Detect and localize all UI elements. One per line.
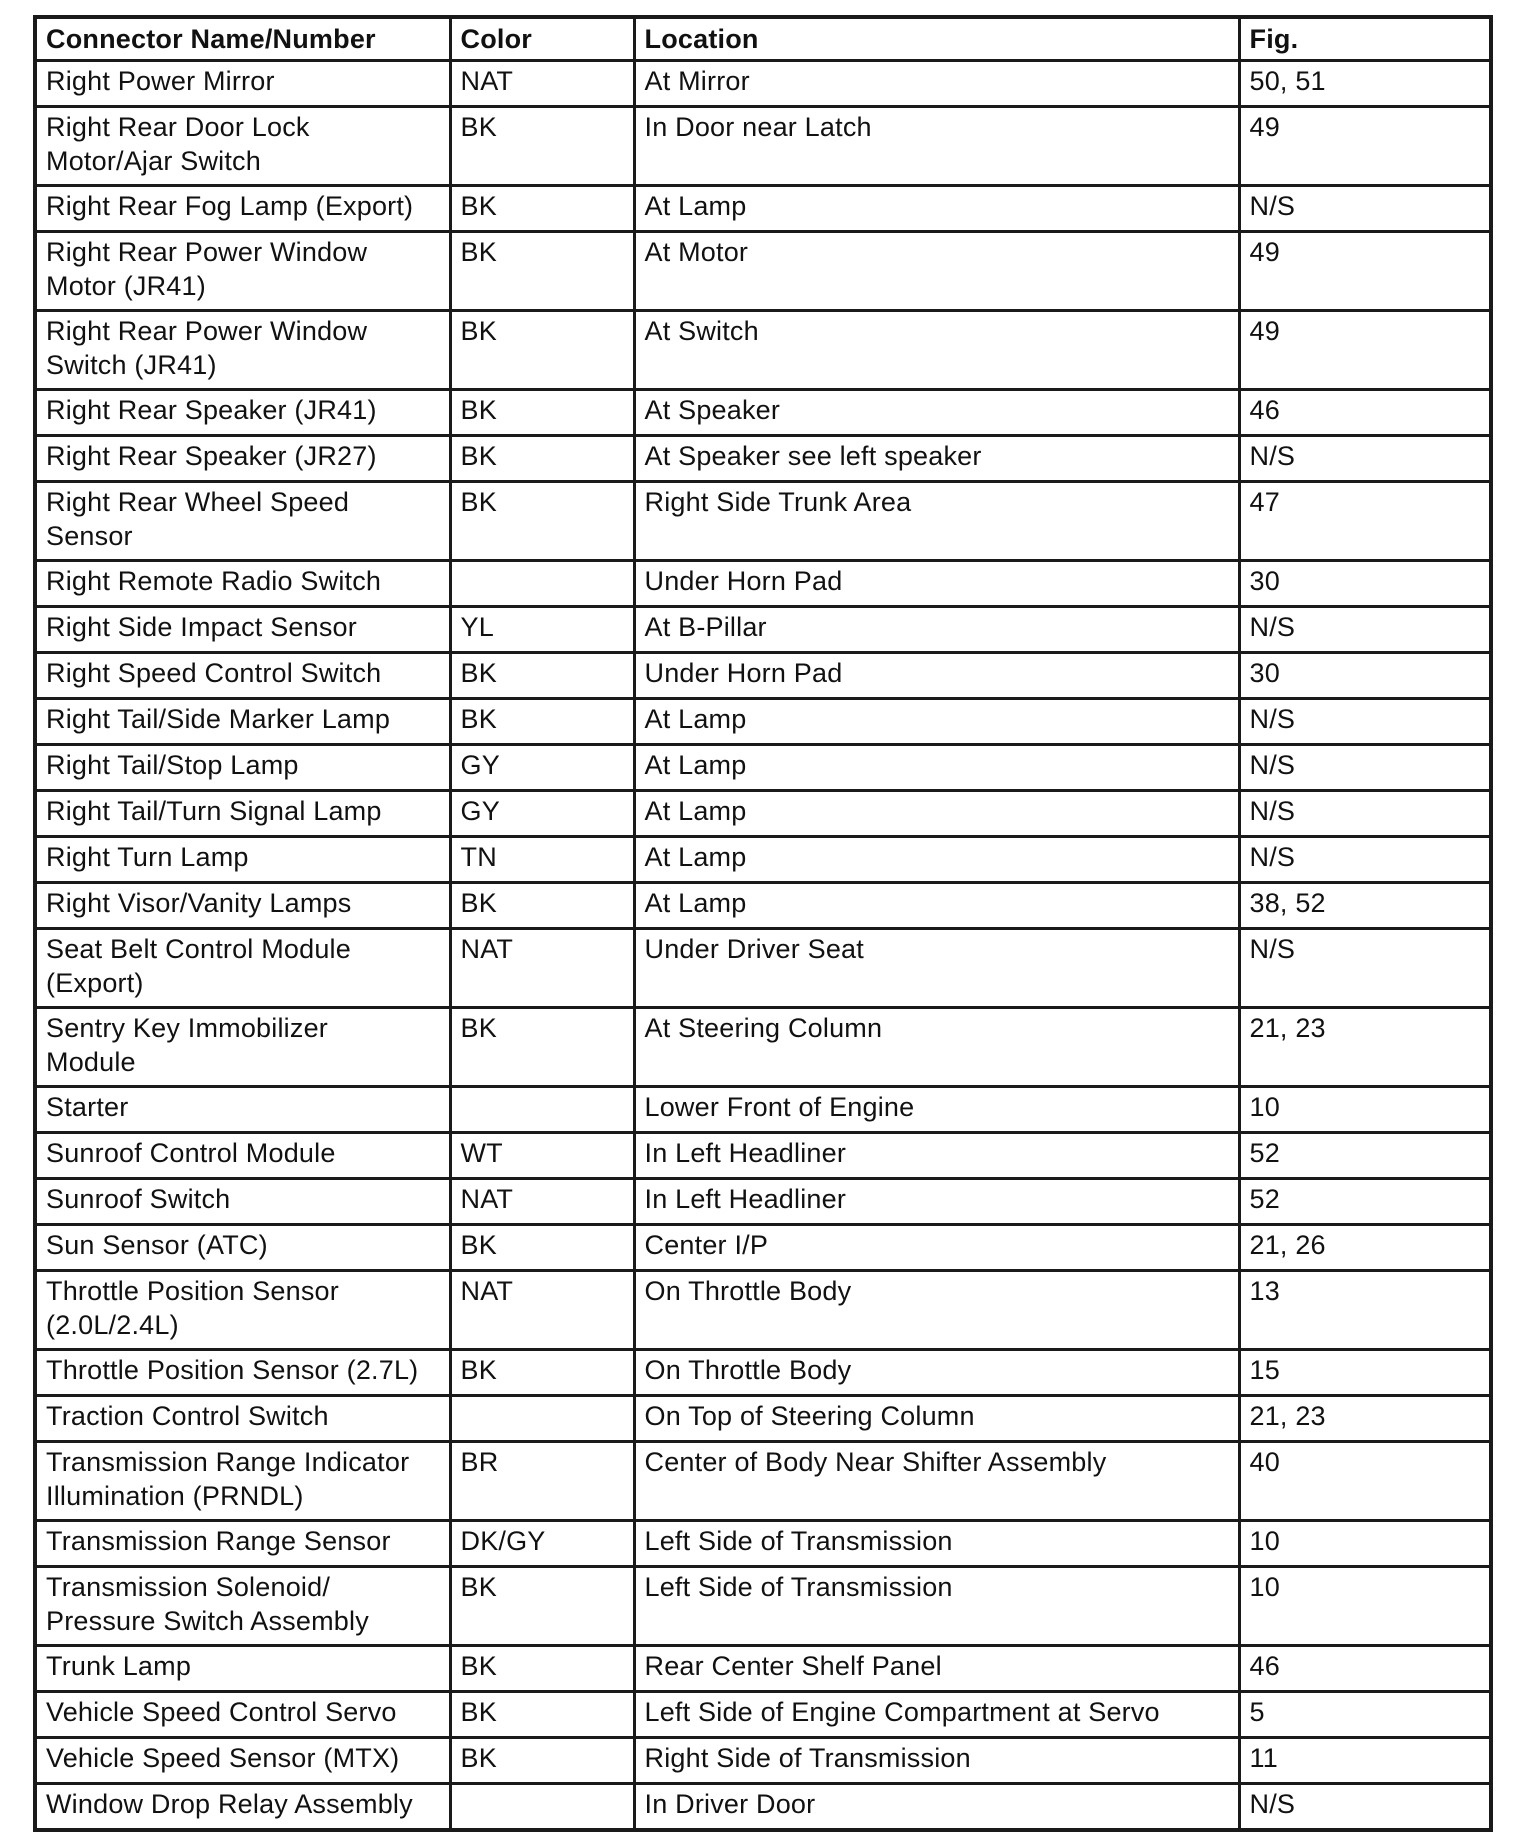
table-row	[35, 837, 1491, 883]
cell-color: GY	[450, 745, 634, 791]
cell-color: BK	[450, 436, 634, 482]
connector-name-line: Module	[46, 1047, 136, 1077]
cell-fig: 21, 26	[1239, 1225, 1491, 1271]
cell-color	[450, 1396, 634, 1442]
cell-connector-name	[35, 1179, 450, 1225]
cell-connector-name	[35, 1738, 450, 1784]
cell-connector-name	[35, 1133, 450, 1179]
cell-location: Rear Center Shelf Panel	[634, 1646, 1239, 1692]
cell-color: BK	[450, 1646, 634, 1692]
cell-connector-name	[35, 186, 450, 232]
cell-connector-name	[35, 1442, 450, 1521]
cell-color: DK/GY	[450, 1521, 634, 1567]
cell-fig: 15	[1239, 1350, 1491, 1396]
cell-connector-name	[35, 482, 450, 561]
connector-name-line: Right Rear Speaker (JR27)	[46, 441, 377, 471]
connector-name-line: Throttle Position Sensor	[46, 1276, 339, 1306]
cell-location: Left Side of Transmission	[634, 1567, 1239, 1646]
connector-name-line: Trunk Lamp	[46, 1651, 192, 1681]
table-row	[35, 1225, 1491, 1271]
cell-connector-name	[35, 883, 450, 929]
table-row	[35, 653, 1491, 699]
cell-location: Left Side of Transmission	[634, 1521, 1239, 1567]
connector-name-line: Right Tail/Side Marker Lamp	[46, 704, 391, 734]
cell-location: At Switch	[634, 311, 1239, 390]
cell-location: At B-Pillar	[634, 607, 1239, 653]
cell-fig: N/S	[1239, 699, 1491, 745]
cell-connector-name	[35, 1784, 450, 1831]
cell-connector-name	[35, 929, 450, 1008]
table-row	[35, 1350, 1491, 1396]
cell-location: On Throttle Body	[634, 1350, 1239, 1396]
connector-name-line: Switch (JR41)	[46, 350, 217, 380]
table-row	[35, 929, 1491, 1008]
cell-connector-name	[35, 61, 450, 107]
table-row	[35, 791, 1491, 837]
connector-name-line: Right Rear Wheel Speed	[46, 487, 350, 517]
cell-location: Under Horn Pad	[634, 561, 1239, 607]
cell-color: BK	[450, 883, 634, 929]
table-row	[35, 1396, 1491, 1442]
cell-location: Left Side of Engine Compartment at Servo	[634, 1692, 1239, 1738]
cell-location: In Left Headliner	[634, 1133, 1239, 1179]
connector-name-line: Sentry Key Immobilizer	[46, 1013, 328, 1043]
table-row	[35, 1784, 1491, 1831]
table-row	[35, 883, 1491, 929]
cell-connector-name	[35, 561, 450, 607]
cell-connector-name	[35, 107, 450, 186]
connector-name-line: Pressure Switch Assembly	[46, 1606, 369, 1636]
cell-fig: N/S	[1239, 745, 1491, 791]
cell-location: At Lamp	[634, 699, 1239, 745]
table-row	[35, 1179, 1491, 1225]
cell-location: On Top of Steering Column	[634, 1396, 1239, 1442]
header-location: Location	[634, 17, 1239, 61]
connector-name-line: Vehicle Speed Sensor (MTX)	[46, 1743, 400, 1773]
cell-location: At Steering Column	[634, 1008, 1239, 1087]
cell-connector-name	[35, 1396, 450, 1442]
connector-name-line: Right Speed Control Switch	[46, 658, 382, 688]
cell-fig: 10	[1239, 1567, 1491, 1646]
cell-fig: 46	[1239, 390, 1491, 436]
table-row	[35, 1442, 1491, 1521]
cell-connector-name	[35, 311, 450, 390]
cell-color: BK	[450, 1225, 634, 1271]
cell-connector-name	[35, 653, 450, 699]
cell-color: BK	[450, 186, 634, 232]
cell-fig: 30	[1239, 561, 1491, 607]
cell-location: At Speaker	[634, 390, 1239, 436]
cell-connector-name	[35, 837, 450, 883]
cell-location: At Mirror	[634, 61, 1239, 107]
connector-name-line: Right Tail/Stop Lamp	[46, 750, 299, 780]
cell-connector-name	[35, 232, 450, 311]
table-row	[35, 1087, 1491, 1133]
cell-color: BK	[450, 311, 634, 390]
cell-location: In Driver Door	[634, 1784, 1239, 1831]
table-row	[35, 1521, 1491, 1567]
cell-location: Center of Body Near Shifter Assembly	[634, 1442, 1239, 1521]
table-row	[35, 745, 1491, 791]
connector-name-line: Traction Control Switch	[46, 1401, 329, 1431]
cell-color: BK	[450, 1350, 634, 1396]
cell-location: At Lamp	[634, 837, 1239, 883]
cell-fig: 21, 23	[1239, 1008, 1491, 1087]
cell-fig: 50, 51	[1239, 61, 1491, 107]
cell-connector-name	[35, 791, 450, 837]
cell-location: Right Side Trunk Area	[634, 482, 1239, 561]
connector-table	[33, 15, 1493, 1832]
cell-fig: 52	[1239, 1133, 1491, 1179]
connector-name-line: Transmission Range Sensor	[46, 1526, 391, 1556]
table-row	[35, 561, 1491, 607]
connector-name-line: Seat Belt Control Module	[46, 934, 351, 964]
connector-name-line: Right Rear Power Window	[46, 237, 368, 267]
cell-location: In Door near Latch	[634, 107, 1239, 186]
connector-name-line: Right Side Impact Sensor	[46, 612, 357, 642]
table-row	[35, 61, 1491, 107]
cell-fig: 10	[1239, 1521, 1491, 1567]
connector-name-line: Motor (JR41)	[46, 271, 206, 301]
cell-color: NAT	[450, 1179, 634, 1225]
connector-name-line: Right Turn Lamp	[46, 842, 249, 872]
cell-fig: N/S	[1239, 929, 1491, 1008]
table-row	[35, 607, 1491, 653]
cell-connector-name	[35, 1087, 450, 1133]
cell-fig: 30	[1239, 653, 1491, 699]
table-row	[35, 1692, 1491, 1738]
cell-color: YL	[450, 607, 634, 653]
connector-name-line: Transmission Solenoid/	[46, 1572, 331, 1602]
header-fig: Fig.	[1239, 17, 1491, 61]
cell-location: At Lamp	[634, 791, 1239, 837]
connector-name-line: Right Remote Radio Switch	[46, 566, 382, 596]
cell-fig: 10	[1239, 1087, 1491, 1133]
connector-name-line: Window Drop Relay Assembly	[46, 1789, 413, 1819]
table-row	[35, 186, 1491, 232]
table-row	[35, 1738, 1491, 1784]
cell-fig: 5	[1239, 1692, 1491, 1738]
cell-fig: 49	[1239, 311, 1491, 390]
cell-connector-name	[35, 1567, 450, 1646]
cell-fig: N/S	[1239, 607, 1491, 653]
table-row	[35, 1646, 1491, 1692]
cell-color: BK	[450, 1567, 634, 1646]
cell-color: BK	[450, 1692, 634, 1738]
connector-name-line: Right Power Mirror	[46, 66, 275, 96]
table-row	[35, 482, 1491, 561]
connector-name-line: Sensor	[46, 521, 133, 551]
table-row	[35, 232, 1491, 311]
connector-name-line: (Export)	[46, 968, 144, 998]
cell-connector-name	[35, 1225, 450, 1271]
connector-name-line: Sunroof Control Module	[46, 1138, 336, 1168]
header-color: Color	[450, 17, 634, 61]
connector-name-line: (2.0L/2.4L)	[46, 1310, 179, 1340]
cell-color: NAT	[450, 1271, 634, 1350]
connector-name-line: Illumination (PRNDL)	[46, 1481, 304, 1511]
cell-color	[450, 561, 634, 607]
cell-location: Under Horn Pad	[634, 653, 1239, 699]
connector-name-line: Throttle Position Sensor (2.7L)	[46, 1355, 419, 1385]
cell-location: Lower Front of Engine	[634, 1087, 1239, 1133]
cell-fig: 47	[1239, 482, 1491, 561]
cell-fig: 21, 23	[1239, 1396, 1491, 1442]
cell-connector-name	[35, 745, 450, 791]
cell-connector-name	[35, 607, 450, 653]
table-row	[35, 699, 1491, 745]
cell-connector-name	[35, 1350, 450, 1396]
cell-location: At Speaker see left speaker	[634, 436, 1239, 482]
cell-color	[450, 1784, 634, 1831]
cell-location: At Lamp	[634, 745, 1239, 791]
cell-location: Under Driver Seat	[634, 929, 1239, 1008]
cell-connector-name	[35, 1692, 450, 1738]
cell-connector-name	[35, 390, 450, 436]
table-row	[35, 1133, 1491, 1179]
connector-name-line: Right Rear Fog Lamp (Export)	[46, 191, 414, 221]
cell-location: Right Side of Transmission	[634, 1738, 1239, 1784]
cell-connector-name	[35, 699, 450, 745]
connector-name-line: Right Rear Speaker (JR41)	[46, 395, 377, 425]
cell-fig: 40	[1239, 1442, 1491, 1521]
connector-name-line: Sun Sensor (ATC)	[46, 1230, 268, 1260]
cell-location: At Lamp	[634, 186, 1239, 232]
cell-color: BK	[450, 482, 634, 561]
cell-connector-name	[35, 1646, 450, 1692]
cell-location: At Motor	[634, 232, 1239, 311]
cell-location: In Left Headliner	[634, 1179, 1239, 1225]
connector-name-line: Motor/Ajar Switch	[46, 146, 261, 176]
header-connector-name: Connector Name/Number	[35, 17, 450, 61]
cell-fig: 52	[1239, 1179, 1491, 1225]
cell-color: BR	[450, 1442, 634, 1521]
cell-fig: 49	[1239, 107, 1491, 186]
cell-color: GY	[450, 791, 634, 837]
table-row	[35, 1567, 1491, 1646]
cell-fig: N/S	[1239, 1784, 1491, 1831]
table-row	[35, 311, 1491, 390]
cell-location: On Throttle Body	[634, 1271, 1239, 1350]
connector-name-line: Starter	[46, 1092, 129, 1122]
connector-name-line: Transmission Range Indicator	[46, 1447, 410, 1477]
cell-color: BK	[450, 1008, 634, 1087]
cell-color: BK	[450, 699, 634, 745]
connector-name-line: Right Visor/Vanity Lamps	[46, 888, 352, 918]
connector-name-line: Right Rear Power Window	[46, 316, 368, 346]
table-body	[35, 61, 1491, 1831]
cell-fig: N/S	[1239, 436, 1491, 482]
cell-fig: 46	[1239, 1646, 1491, 1692]
table-row	[35, 107, 1491, 186]
cell-fig: 38, 52	[1239, 883, 1491, 929]
connector-name-line: Right Rear Door Lock	[46, 112, 310, 142]
table-row	[35, 1008, 1491, 1087]
cell-fig: N/S	[1239, 837, 1491, 883]
cell-fig: 13	[1239, 1271, 1491, 1350]
cell-connector-name	[35, 1521, 450, 1567]
cell-fig: N/S	[1239, 791, 1491, 837]
cell-color: BK	[450, 107, 634, 186]
cell-fig: N/S	[1239, 186, 1491, 232]
cell-color: BK	[450, 1738, 634, 1784]
table-row	[35, 390, 1491, 436]
table-row	[35, 436, 1491, 482]
cell-color: NAT	[450, 61, 634, 107]
connector-name-line: Vehicle Speed Control Servo	[46, 1697, 397, 1727]
cell-color: BK	[450, 653, 634, 699]
header-row	[35, 17, 1491, 61]
cell-fig: 49	[1239, 232, 1491, 311]
cell-color: BK	[450, 232, 634, 311]
cell-color: TN	[450, 837, 634, 883]
connector-name-line: Sunroof Switch	[46, 1184, 231, 1214]
table-row	[35, 1271, 1491, 1350]
cell-connector-name	[35, 1271, 450, 1350]
cell-connector-name	[35, 436, 450, 482]
cell-location: At Lamp	[634, 883, 1239, 929]
cell-color: BK	[450, 390, 634, 436]
cell-fig: 11	[1239, 1738, 1491, 1784]
connector-name-line: Right Tail/Turn Signal Lamp	[46, 796, 382, 826]
cell-connector-name	[35, 1008, 450, 1087]
cell-color	[450, 1087, 634, 1133]
cell-color: NAT	[450, 929, 634, 1008]
cell-location: Center I/P	[634, 1225, 1239, 1271]
cell-color: WT	[450, 1133, 634, 1179]
